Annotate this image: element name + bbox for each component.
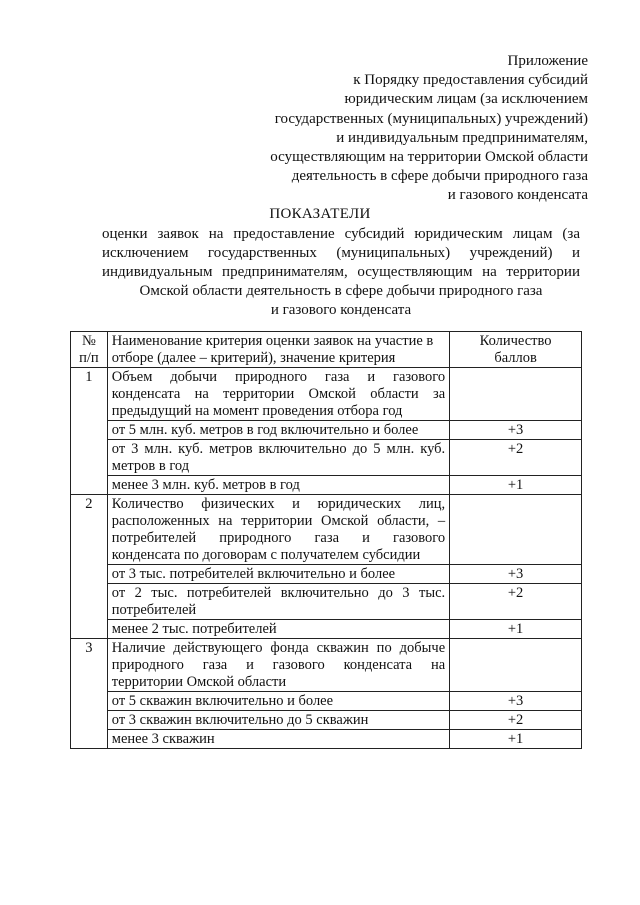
points-value: +1 <box>450 620 582 639</box>
subtitle-line: индивидуальным предпринимателям, осуществляющим на территории <box>102 264 580 280</box>
subtitle-line: и газового конденсата <box>270 302 412 318</box>
points-value: +2 <box>450 584 582 620</box>
criterion-value: от 2 тыс. потребителей включительно до 3 тыс. потребителей <box>107 584 449 620</box>
criterion-number: 3 <box>71 639 108 749</box>
criterion-value-row <box>71 620 582 639</box>
table-header-row <box>71 332 582 368</box>
criterion-value-row <box>71 421 582 440</box>
criterion-name: Объем добычи природного газа и газового конденсата на территории Омской области за предыдущий на момент проведения отбора год <box>107 368 449 421</box>
appendix-line: к Порядку предоставления субсидий <box>353 72 588 89</box>
subtitle-line: исключением государственных (муниципальных) учреждений) и <box>102 245 580 261</box>
appendix-line: деятельность в сфере добычи природного газа <box>291 168 588 185</box>
points-value: +1 <box>450 730 582 749</box>
criterion-value: от 3 млн. куб. метров включительно до 5 млн. куб. метров в год <box>107 440 449 476</box>
document-subtitle <box>102 225 580 320</box>
appendix-line: и индивидуальным предпринимателям, <box>336 129 588 146</box>
criterion-value-row <box>71 730 582 749</box>
criterion-value-row <box>71 584 582 620</box>
appendix-header <box>270 52 588 206</box>
criterion-value: от 5 млн. куб. метров в год включительно и более <box>107 421 449 440</box>
criterion-value-row <box>71 711 582 730</box>
criterion-row <box>71 639 582 692</box>
header-number: № п/п <box>71 332 108 368</box>
points-value: +1 <box>450 476 582 495</box>
subtitle-line: Омской области деятельность в сфере добычи природного газа <box>139 283 543 299</box>
criterion-name: Количество физических и юридических лиц, расположенных на территории Омской области, – потребителей природного газа и газового конденсата по договорам с получателем субсидии <box>107 495 449 565</box>
points-value: +2 <box>450 440 582 476</box>
header-criterion: Наименование критерия оценки заявок на участие в отборе (далее – критерий), значение критерия <box>107 332 449 368</box>
appendix-line: Приложение <box>507 53 588 69</box>
subtitle-line: оценки заявок на предоставление субсидий юридическим лицам (за <box>102 226 580 242</box>
criterion-value: менее 3 млн. куб. метров в год <box>107 476 449 495</box>
criterion-value: от 5 скважин включительно и более <box>107 692 449 711</box>
document-title: ПОКАЗАТЕЛИ <box>269 206 371 222</box>
points-value: +3 <box>450 565 582 584</box>
criterion-number: 2 <box>71 495 108 639</box>
criterion-points-empty <box>450 368 582 421</box>
criterion-value: менее 3 скважин <box>107 730 449 749</box>
points-value: +2 <box>450 711 582 730</box>
criterion-points-empty <box>450 639 582 692</box>
criterion-row <box>71 495 582 565</box>
appendix-line: государственных (муниципальных) учреждений) <box>274 110 588 127</box>
points-value: +3 <box>450 421 582 440</box>
criterion-value-row <box>71 440 582 476</box>
appendix-line: юридическим лицам (за исключением <box>344 91 588 108</box>
appendix-line: и газового конденсата <box>447 187 588 204</box>
criterion-value-row <box>71 565 582 584</box>
criterion-value-row <box>71 476 582 495</box>
header-points: Количество баллов <box>450 332 582 368</box>
criterion-name: Наличие действующего фонда скважин по добыче природного газа и газового конденсата на территории Омской области <box>107 639 449 692</box>
criterion-value: менее 2 тыс. потребителей <box>107 620 449 639</box>
criteria-table <box>70 331 582 749</box>
criterion-points-empty <box>450 495 582 565</box>
appendix-line: осуществляющим на территории Омской области <box>270 149 588 166</box>
criterion-row <box>71 368 582 421</box>
criterion-value: от 3 тыс. потребителей включительно и более <box>107 565 449 584</box>
criterion-value: от 3 скважин включительно до 5 скважин <box>107 711 449 730</box>
points-value: +3 <box>450 692 582 711</box>
criterion-number: 1 <box>71 368 108 495</box>
criterion-value-row <box>71 692 582 711</box>
